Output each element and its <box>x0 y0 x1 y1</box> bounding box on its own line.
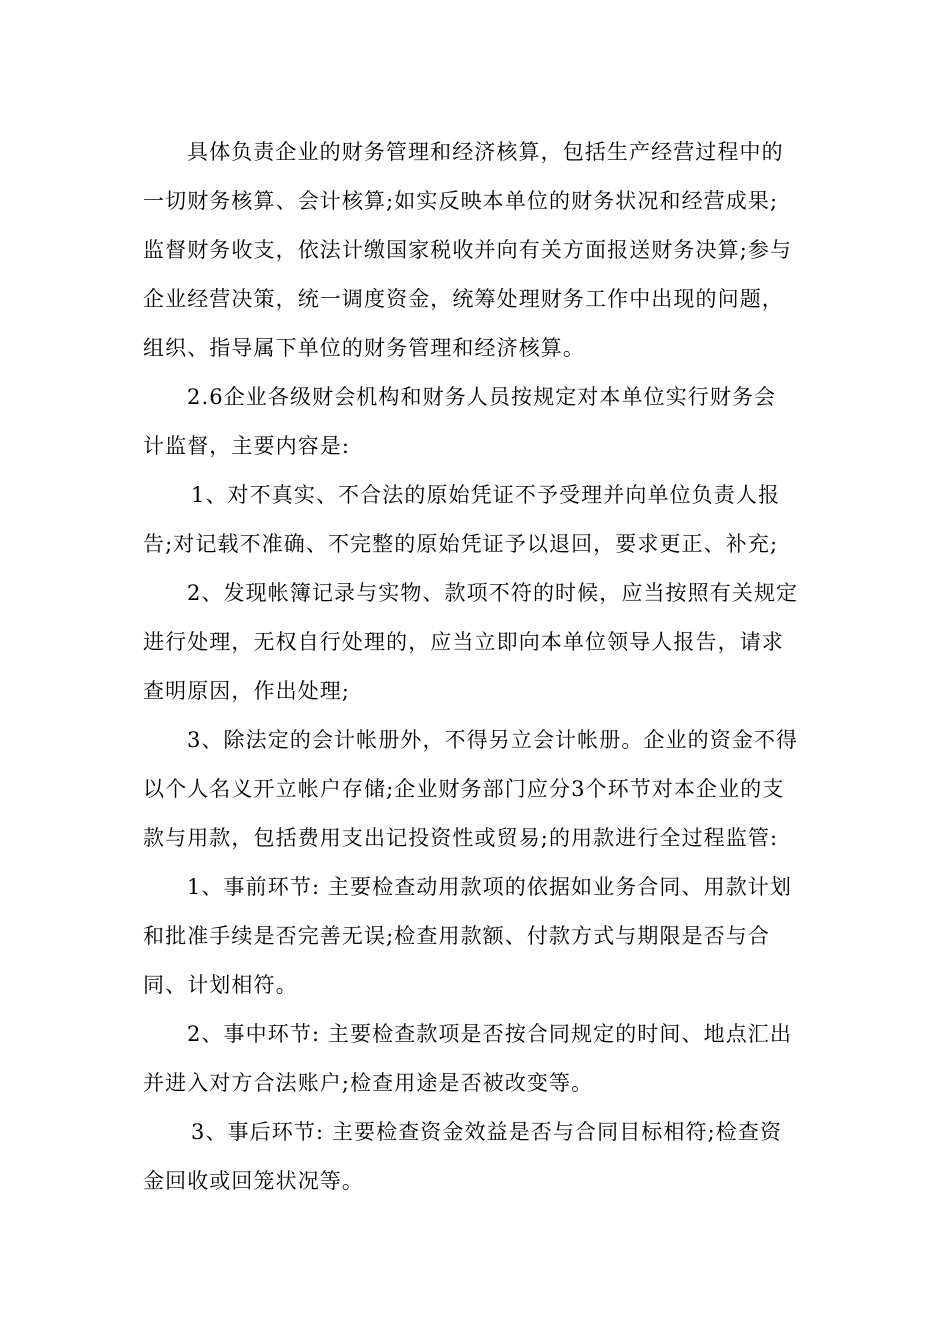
paragraph-line: 款与用款，包括费用支出记投资性或贸易;的用款进行全过程监管: <box>143 826 779 850</box>
paragraph-line: 2.6企业各级财会机构和财务人员按规定对本单位实行财务会 <box>187 385 777 409</box>
paragraph-line: 1、事前环节: 主要检查动用款项的依据如业务合同、用款计划 <box>187 875 793 899</box>
paragraph-line: 一切财务核算、会计核算;如实反映本单位的财务状况和经营成果; <box>143 189 779 213</box>
paragraph-line: 3、事后环节: 主要检查资金效益是否与合同目标相符;检查资 <box>191 1120 783 1144</box>
paragraph-line: 3、除法定的会计帐册外，不得另立会计帐册。企业的资金不得 <box>187 728 799 752</box>
paragraph-line: 监督财务收支，依法计缴国家税收并向有关方面报送财务决算;参与 <box>143 238 793 262</box>
paragraph-line: 2、事中环节: 主要检查款项是否按合同规定的时间、地点汇出 <box>187 1022 793 1046</box>
paragraph-line: 以个人名义开立帐户存储;企业财务部门应分3个环节对本企业的支 <box>143 777 785 801</box>
paragraph-line: 组织、指导属下单位的财务管理和经济核算。 <box>143 336 585 360</box>
paragraph-line: 告;对记载不准确、不完整的原始凭证予以退回，要求更正、补充; <box>143 532 779 556</box>
paragraph-line: 查明原因，作出处理; <box>143 679 351 703</box>
paragraph-line: 和批准手续是否完善无误;检查用款额、付款方式与期限是否与合 <box>143 924 770 948</box>
paragraph-line: 并进入对方合法账户;检查用途是否被改变等。 <box>143 1071 594 1095</box>
paragraph-line: 1、对不真实、不合法的原始凭证不予受理并向单位负责人报 <box>191 483 781 507</box>
document-body <box>143 128 807 1206</box>
paragraph-line: 2、发现帐簿记录与实物、款项不符的时候，应当按照有关规定 <box>187 581 799 605</box>
paragraph-line: 金回收或回笼状况等。 <box>143 1169 364 1193</box>
paragraph-line: 企业经营决策，统一调度资金，统筹处理财务工作中出现的问题， <box>143 287 784 311</box>
paragraph-line: 进行处理，无权自行处理的，应当立即向本单位领导人报告，请求 <box>143 630 784 654</box>
paragraph-line: 同、计划相符。 <box>143 973 298 997</box>
paragraph-line: 计监督，主要内容是: <box>143 434 351 458</box>
paragraph-line: 具体负责企业的财务管理和经济核算，包括生产经营过程中的 <box>187 140 784 164</box>
